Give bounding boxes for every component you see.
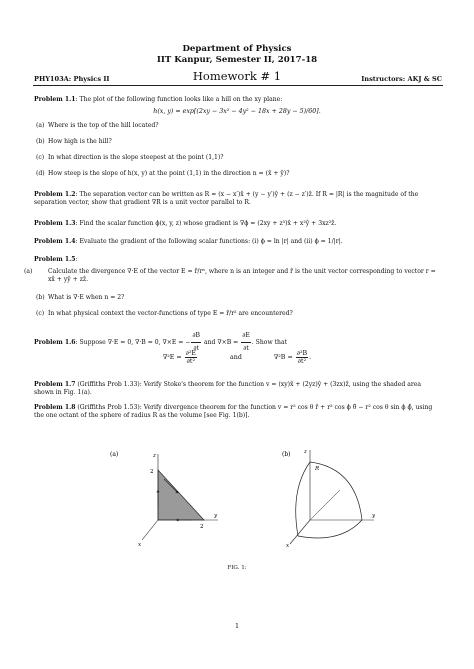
problem-text: (Griffiths Prob 1.53): Verify divergence theorem for the function v = r² cos θ r̂ + r² cos ϕ θ̂ − r² cos θ sin ϕ ϕ̂, using the one octant of the sphere of radius R as the volume [see Fig. 1(b)].	[34, 404, 433, 420]
problem-1-7	[34, 381, 442, 398]
problem-1-5-item-b: (b) What is ∇·E when n = 2?	[36, 294, 125, 301]
problem-1-2	[34, 191, 442, 208]
fraction-dB-dt: $\frac{\partial B}{\partial t}$	[192, 332, 201, 352]
problem-1-5: Problem 1.5:	[34, 256, 78, 263]
figure-1b	[270, 440, 400, 550]
problem-1-1	[34, 96, 442, 104]
problem-1-5-item-a: (a) Calculate the divergence ∇·E of the vector E = r̂/rⁿ, where n is an integer and r̂ is the unit vector corresponding to vector r = xx̂ + yŷ + zẑ.	[24, 268, 436, 284]
x-axis	[290, 520, 310, 544]
problem-1-1-equation: h(x, y) = exp[(2xy − 3x² − 4y² − 18x + 28y − 5)/60].	[153, 108, 321, 115]
institute-title: IIT Kanpur, Semester II, 2017-18	[156, 55, 318, 65]
problem-1-1-item-a: (a) Where is the top of the hill located?	[36, 122, 159, 129]
problem-text: (Griffiths Prob 1.33): Verify Stoke's theorem for the function v = (xy)x̂ + (2yz)ŷ + (3zx)ẑ, using the shaded area shown in Fig. 1(a).	[34, 381, 422, 397]
problem-label: Problem 1.5	[34, 256, 76, 263]
shaded-triangle	[158, 470, 204, 520]
problem-label: Problem 1.1	[34, 96, 76, 103]
problem-label: Problem 1.2	[34, 191, 76, 198]
axis-z-label: z	[153, 453, 156, 459]
problem-1-4	[34, 238, 442, 246]
problem-text: : Find the scalar function ϕ(x, y, z) whose gradient is ∇ϕ = (2xy + z³)x̂ + x²ŷ + 3xz²ẑ.	[75, 220, 337, 227]
axis-x-label: x	[138, 542, 142, 548]
problem-1-8	[34, 404, 442, 421]
department-title: Department of Physics	[182, 44, 292, 54]
axis-y-label: y	[372, 513, 376, 519]
figure-caption: FIG. 1:	[227, 565, 247, 571]
figure-1a	[100, 440, 230, 550]
problem-1-1-item-c: (c) In what direction is the slope steepest at the point (1,1)?	[36, 154, 224, 161]
problem-text: : Evaluate the gradient of the following scalar functions: (i) ϕ = ln |r| and (ii) ϕ = 1/|r|.	[75, 238, 343, 245]
figure-a-label: (a)	[110, 451, 119, 458]
homework-title: Homework # 1	[192, 69, 282, 83]
tick-y-2: 2	[200, 524, 204, 530]
octant-arc-zx	[296, 462, 310, 536]
problem-text: : The plot of the following function looks like a hill on the xy plane:	[75, 96, 283, 103]
problem-1-1-item-b: (b) How high is the hill?	[36, 138, 112, 145]
figure-b-label: (b)	[282, 451, 291, 458]
fraction-dE-dt: $\frac{\partial E}{\partial t}$	[242, 332, 250, 352]
x-axis	[142, 520, 158, 540]
course-code: PHY103A: Physics II	[34, 75, 110, 83]
axis-x-label: x	[286, 543, 290, 549]
axis-y-label: y	[214, 513, 218, 519]
problem-label: Problem 1.3	[34, 220, 76, 227]
instructors: Instructors: AKJ & SC	[361, 75, 442, 83]
problem-label: Problem 1.4	[34, 238, 76, 245]
problem-label: Problem 1.6	[34, 339, 76, 346]
problem-label: Problem 1.7	[34, 381, 76, 388]
problem-1-6-wave-equations: ∇²E = $\frac{\text{∂²E}}{\text{∂t²}}$ and ∇²B = $\frac{\text{∂²B}}{\text{∂t²}}$ .	[162, 350, 312, 365]
axis-z-label: z	[304, 449, 307, 455]
problem-1-5-item-c: (c) In what physical context the vector-functions of type E = r̂/r² are encountered?	[36, 310, 293, 317]
page-number: 1	[234, 622, 240, 630]
problem-1-3	[34, 220, 442, 228]
problem-1-6: Problem 1.6: Suppose ∇·E = 0, ∇·B = 0, ∇×E = − $\frac{\partial B}{\partial t}$ and ∇×B = $\frac{\partial E}{\partial t}$ . Show that	[34, 330, 442, 355]
radius-label: R	[315, 466, 320, 472]
problem-text: : The separation vector can be written as R = (x − x′)x̂ + (y − y′)ŷ + (z − z′)ẑ. If R = |R| is the magnitude of the separation vector, show that gradient ∇R is a unit vector parallel to R.	[34, 191, 419, 207]
radius-line	[310, 490, 340, 520]
problem-label: Problem 1.8	[34, 404, 76, 411]
tick-z-2: 2	[150, 469, 154, 475]
header-rule	[33, 85, 443, 86]
problem-1-1-item-d: (d) How steep is the slope of h(x, y) at the point (1,1) in the direction n = (x̂ + ŷ)?	[36, 170, 290, 177]
